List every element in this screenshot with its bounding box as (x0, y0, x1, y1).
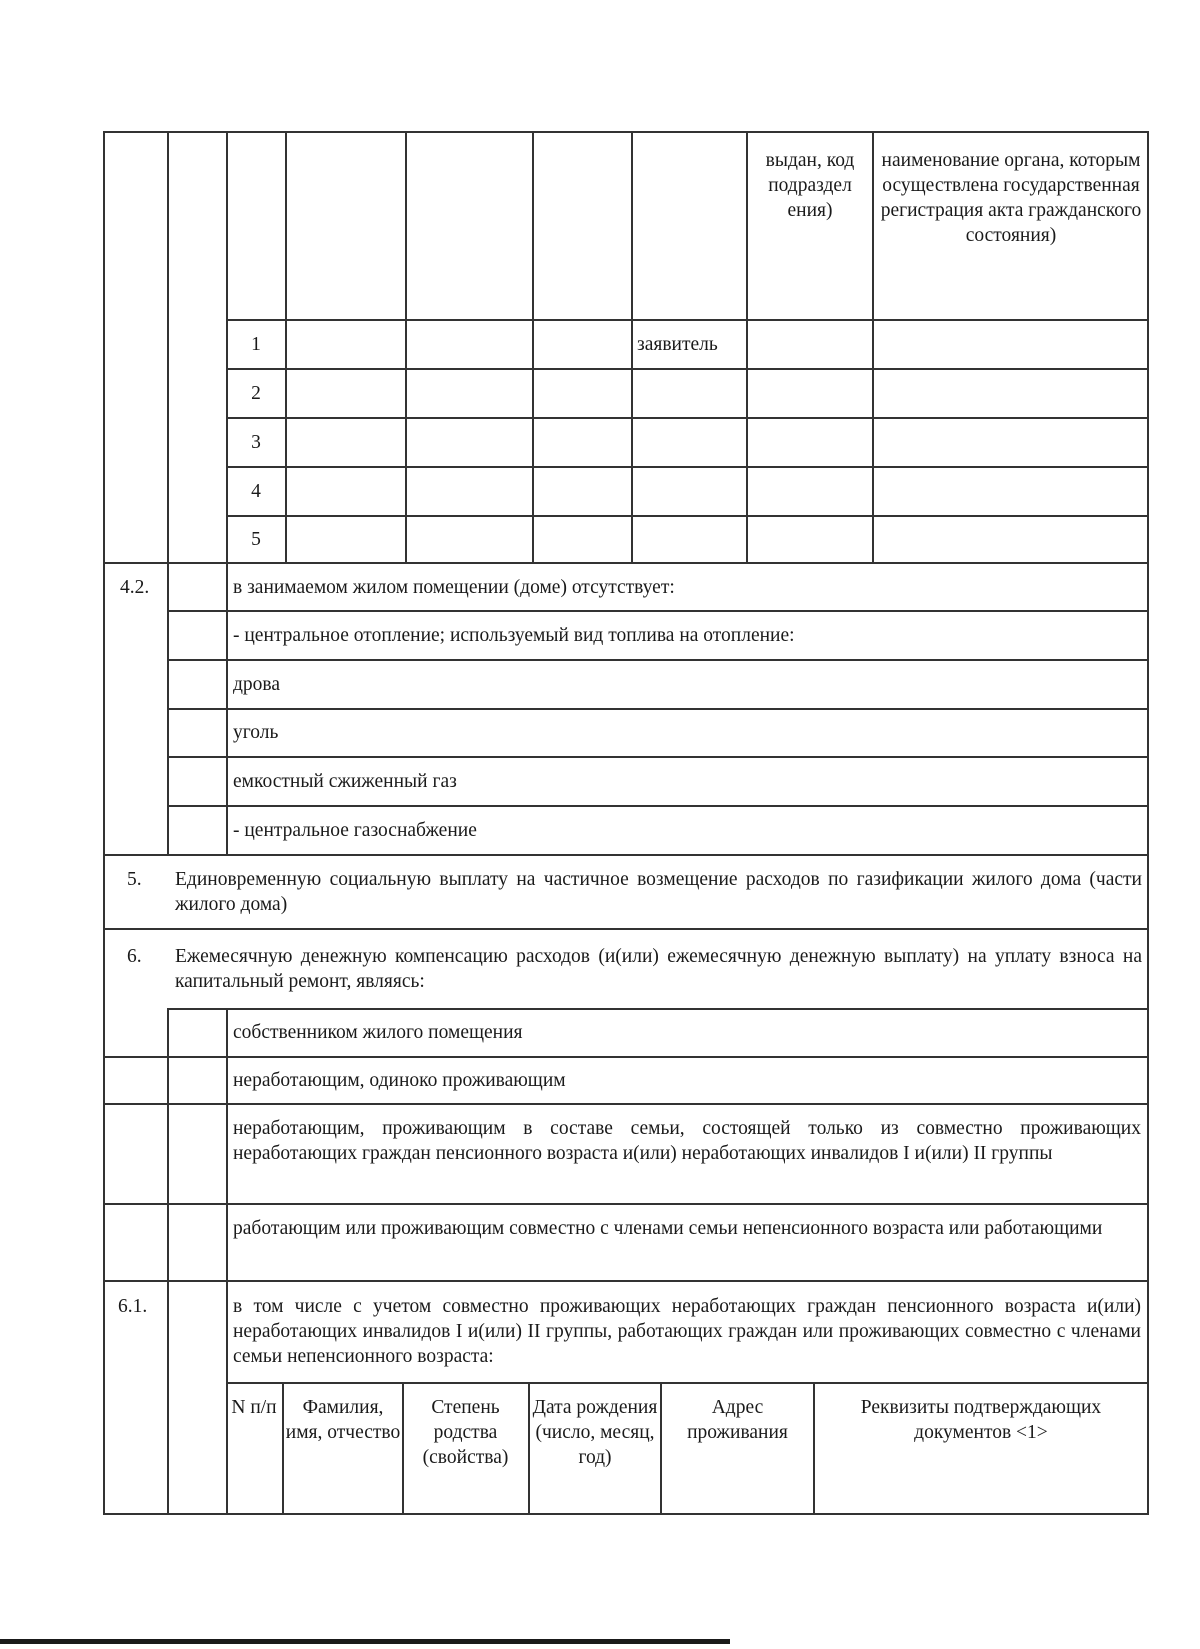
section-number: 6.1. (118, 1296, 148, 1317)
rule (103, 562, 1149, 564)
list-item: - центральное отопление; используемый вид топлива на отопление: (233, 625, 795, 646)
list-item: емкостный сжиженный газ (233, 771, 457, 792)
rule (226, 1382, 1149, 1384)
rule (167, 1010, 169, 1515)
rule (103, 1103, 1149, 1105)
rule (226, 417, 1149, 419)
rule (1147, 131, 1149, 1515)
row-number: 5 (251, 529, 261, 550)
list-item: уголь (233, 722, 279, 743)
rule (226, 562, 228, 856)
rule (167, 131, 169, 856)
rule (813, 1382, 815, 1515)
column-header: Дата рождения (число, месяц, год) (532, 1397, 658, 1468)
header-col-issued: выдан, код подраздел ения) (765, 150, 855, 221)
rule (226, 466, 1149, 468)
row-number: 1 (251, 334, 261, 355)
list-item: дрова (233, 674, 281, 695)
rule (103, 1203, 1149, 1205)
list-item: собственником жилого помещения (233, 1022, 523, 1043)
column-header: Степень родства (свойства) (422, 1397, 509, 1468)
header-col-registry-organ: наименование органа, которым осуществлена государственная регистрация акта гражданского состояния) (880, 150, 1142, 246)
rule (405, 131, 407, 562)
rule (660, 1382, 662, 1515)
rule (167, 756, 1149, 758)
rule (226, 368, 1149, 370)
row-relation: заявитель (637, 334, 718, 355)
rule (167, 1008, 1149, 1010)
list-item: работающим или проживающим совместно с членами семьи непенсионного возраста или работающими (233, 1218, 1103, 1239)
rule (402, 1382, 404, 1515)
rule (226, 319, 1149, 321)
rule (167, 659, 1149, 661)
list-item: неработающим, проживающим в составе семьи, состоящей только из совместно проживающих неработающих граждан пенсионного возраста и(или) неработающих инвалидов I и(или) II группы (233, 1118, 1141, 1164)
section-title: в занимаемом жилом помещении (доме) отсутствует: (233, 577, 675, 598)
section-number: 5. (127, 869, 142, 890)
rule (103, 1280, 1149, 1282)
rule (103, 131, 1149, 133)
section-text: Единовременную социальную выплату на частичное возмещение расходов по газификации жилого дома (части жилого дома) (175, 869, 1142, 915)
rule (285, 131, 287, 562)
list-item: - центральное газоснабжение (233, 820, 477, 841)
rule (226, 515, 1149, 517)
rule (103, 1513, 1149, 1515)
rule (103, 1056, 1149, 1058)
row-number: 2 (251, 383, 261, 404)
column-header: Фамилия, имя, отчество (285, 1397, 401, 1443)
scan-edge (0, 1639, 730, 1644)
rule (167, 805, 1149, 807)
row-number: 4 (251, 481, 261, 502)
rule (103, 928, 1149, 930)
column-header: Адрес проживания (687, 1397, 788, 1443)
rule (103, 854, 1149, 856)
rule (872, 131, 874, 562)
rule (226, 1008, 228, 1515)
rule (746, 131, 748, 562)
rule (532, 131, 534, 562)
section-number: 6. (127, 946, 142, 967)
rule (167, 708, 1149, 710)
rule (631, 131, 633, 562)
rule (282, 1382, 284, 1515)
list-item: неработающим, одиноко проживающим (233, 1070, 566, 1091)
section-text: Ежемесячную денежную компенсацию расходов (и(или) ежемесячную денежную выплату) на уплату взноса на капитальный ремонт, являясь: (175, 946, 1142, 992)
section-text: в том числе с учетом совместно проживающих неработающих граждан пенсионного возраста и(или) неработающих инвалидов I и(или) II группы, работающих граждан или проживающих совместно с членами семьи непенсионного возраста: (233, 1296, 1141, 1367)
column-header: Реквизиты подтверждающих документов <1> (860, 1397, 1102, 1443)
section-number: 4.2. (120, 577, 150, 598)
rule (103, 131, 105, 1515)
column-header: N п/п (231, 1397, 277, 1418)
row-number: 3 (251, 432, 261, 453)
rule (167, 610, 1149, 612)
rule (528, 1382, 530, 1515)
